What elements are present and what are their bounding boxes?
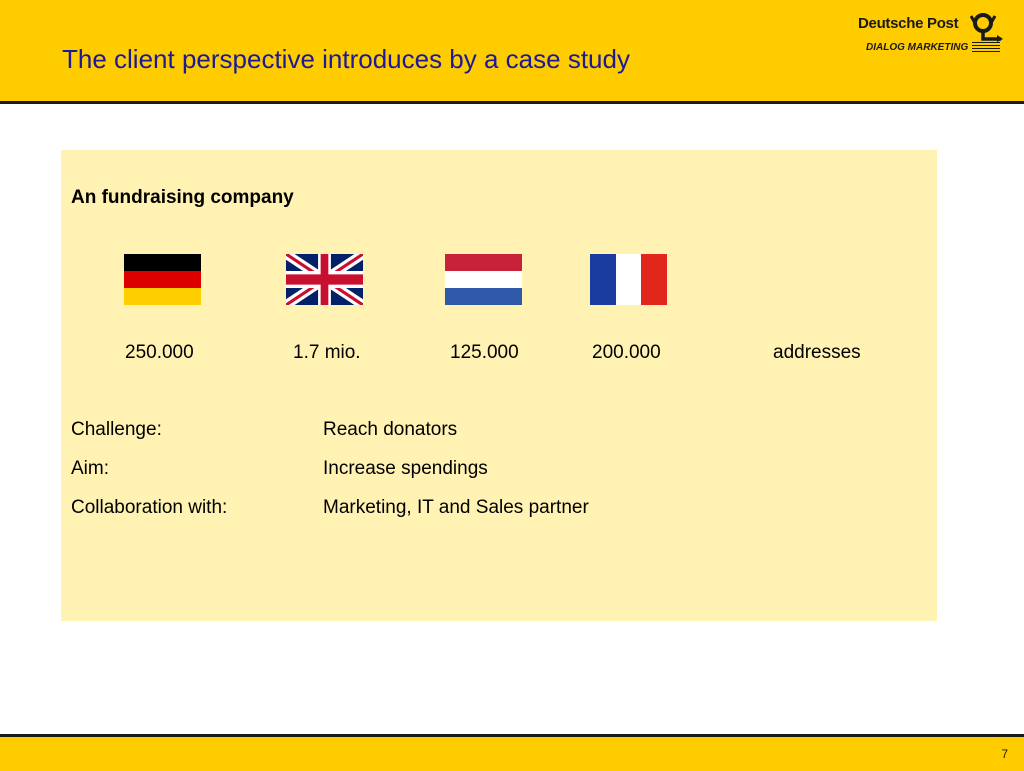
- collaboration-label: Collaboration with:: [71, 497, 228, 518]
- logo-subline-text: DIALOG MARKETING: [858, 42, 972, 53]
- count-germany: 250.000: [125, 342, 194, 363]
- uk-flag-icon: [286, 254, 363, 305]
- panel-heading: An fundraising company: [71, 187, 294, 208]
- footer-bar: [0, 734, 1024, 771]
- germany-flag-icon: [124, 254, 201, 305]
- deutsche-post-logo: [856, 12, 1004, 60]
- slide-title: The client perspective introduces by a case study: [62, 44, 630, 74]
- france-flag-icon: [590, 254, 667, 305]
- count-uk: 1.7 mio.: [293, 342, 361, 363]
- case-study-panel: [61, 150, 937, 621]
- collaboration-value: Marketing, IT and Sales partner: [323, 497, 589, 518]
- challenge-label: Challenge:: [71, 419, 162, 440]
- logo-subline: [858, 42, 1000, 54]
- count-netherlands: 125.000: [450, 342, 519, 363]
- posthorn-icon: [970, 12, 1004, 42]
- challenge-value: Reach donators: [323, 419, 458, 440]
- page-number: 7: [1001, 747, 1008, 761]
- logo-name: Deutsche Post: [858, 15, 959, 32]
- netherlands-flag-icon: [445, 254, 522, 305]
- header-bar: [0, 0, 1024, 104]
- counts-unit: addresses: [773, 342, 861, 363]
- count-france: 200.000: [592, 342, 661, 363]
- aim-value: Increase spendings: [323, 458, 488, 479]
- aim-label: Aim:: [71, 458, 109, 479]
